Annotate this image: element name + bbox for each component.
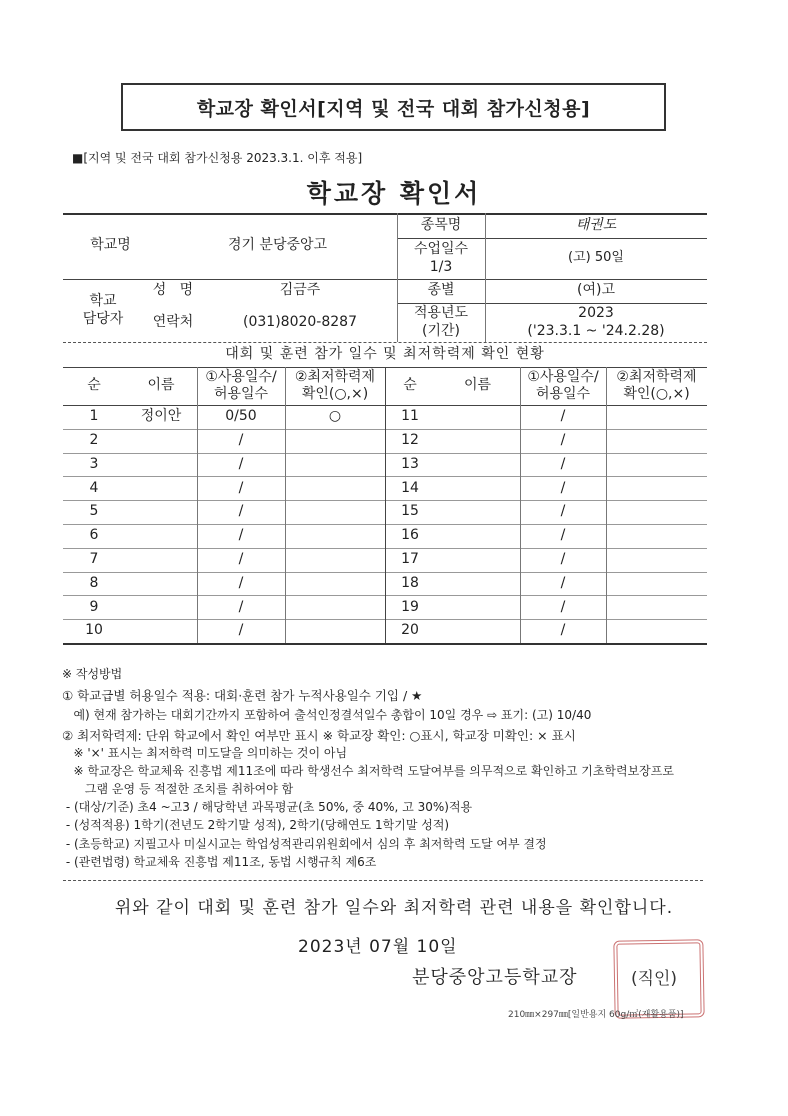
table-cell-min <box>606 595 707 619</box>
instruction-line: ※ 학교장은 학교체육 진흥법 제11조에 따라 학생선수 최저학력 도달여부를 의무적으로 확인하고 기초학력보장프로 <box>62 764 674 778</box>
header-min-right <box>606 367 707 405</box>
table-divider <box>606 367 607 643</box>
table-cell-num: 7 <box>89 550 99 567</box>
header-title: 학교장 확인서[지역 및 전국 대회 참가신청용] <box>196 97 591 120</box>
table-cell-num: 12 <box>401 431 419 448</box>
confirmation-statement: 위와 같이 대회 및 훈련 참가 일수와 최저학력 관련 내용을 확인합니다. <box>114 898 674 918</box>
header-days-line2: 허용일수 <box>535 386 591 402</box>
table-cell-name <box>125 453 197 477</box>
staff-label-1: 학교 <box>89 293 117 309</box>
table-cell-num: 20 <box>401 622 419 639</box>
header-min-line2: 확인(○,×) <box>623 386 690 402</box>
separator <box>63 880 703 881</box>
table-divider <box>385 367 386 643</box>
applicable-note: ■[지역 및 전국 대회 참가신청용 2023.3.1. 이후 적용] <box>72 151 363 165</box>
name-value: 김금주 <box>279 282 321 299</box>
table-cell-min <box>285 524 385 548</box>
issue-date: 2023년 07월 10일 <box>298 937 458 957</box>
gender-value: (여)고 <box>577 282 615 299</box>
table-cell-name: 정이안 <box>140 408 182 425</box>
table-cell-name <box>435 476 520 500</box>
contact-value: (031)8020-8287 <box>243 313 357 330</box>
table-cell-num: 14 <box>401 479 419 496</box>
table-cell-name <box>125 548 197 572</box>
header-title-box <box>121 83 666 131</box>
header-num-right: 순 <box>403 377 417 394</box>
year-value-1: 2023 <box>578 305 614 321</box>
table-cell-days: / <box>238 479 244 496</box>
name-label: 성 명 <box>152 282 194 299</box>
header-num-left: 순 <box>87 377 101 394</box>
table-cell-days: / <box>238 598 244 615</box>
table-cell-min <box>606 619 707 643</box>
instruction-line: ② 최저학력제: 단위 학교에서 확인 여부만 표시 ※ 학교장 확인: ○표시, 학교장 미확인: × 표시 <box>62 728 576 743</box>
table-cell-days: / <box>560 479 566 496</box>
table-cell-days: / <box>560 503 566 520</box>
table-cell-days: / <box>238 574 244 591</box>
school-name: 경기 분당중앙고 <box>227 237 328 254</box>
days-label-cell <box>397 238 485 279</box>
school-principal: 분당중앙고등학교장 <box>412 967 578 988</box>
table-cell-name <box>125 572 197 596</box>
table-cell-min <box>606 572 707 596</box>
table-cell-num: 6 <box>89 527 99 544</box>
table-cell-days: / <box>238 527 244 544</box>
table-cell-days: / <box>238 550 244 567</box>
instruction-line: - (성적적용) 1학기(전년도 2학기말 성적), 2학기(당해연도 1학기말 성적) <box>62 818 450 832</box>
document-title: 학교장 확인서 <box>306 179 482 208</box>
table-cell-num: 15 <box>401 503 419 520</box>
table-cell-name <box>435 429 520 453</box>
instruction-line: 그램 운영 등 적절한 조치를 취하여야 함 <box>62 782 294 796</box>
table-cell-num: 8 <box>89 574 99 591</box>
table-cell-num: 10 <box>85 622 103 639</box>
table-cell-name <box>125 476 197 500</box>
instruction-line: ※ 작성방법 <box>62 667 123 681</box>
table-cell-days: / <box>560 598 566 615</box>
table-cell-min <box>285 595 385 619</box>
days-label-fraction: 1/3 <box>429 258 453 275</box>
table-cell-days: / <box>560 408 566 425</box>
year-label-cell <box>397 303 485 342</box>
table-cell-name <box>435 595 520 619</box>
table-cell-name <box>435 548 520 572</box>
event-value: 태권도 <box>575 216 617 233</box>
table-cell-name <box>125 500 197 524</box>
table-cell-name <box>125 429 197 453</box>
table-cell-min: ○ <box>328 408 342 425</box>
header-days-line2: 허용일수 <box>213 386 269 402</box>
header-days-line1: ①사용일수/ <box>205 368 277 385</box>
table-cell-name <box>435 572 520 596</box>
table-cell-min <box>285 572 385 596</box>
instruction-line: 예) 현재 참가하는 대회기간까지 포함하여 출석인정결석일수 총합이 10일 경우 ⇨ 표기: (고) 10/40 <box>62 708 592 722</box>
table-cell-min <box>606 405 707 429</box>
table-cell-num: 17 <box>401 550 419 567</box>
table-cell-min <box>606 548 707 572</box>
table-cell-name <box>125 619 197 643</box>
table-cell-num: 5 <box>89 503 99 520</box>
table-cell-name <box>435 619 520 643</box>
days-label: 수업일수 <box>413 241 469 257</box>
table-cell-days: / <box>560 622 566 639</box>
table-cell-num: 11 <box>401 408 419 425</box>
contact-label: 연락처 <box>152 313 194 330</box>
school-label: 학교명 <box>90 237 131 254</box>
table-cell-name <box>435 405 520 429</box>
instruction-line: - (초등학교) 지필고사 미실시교는 학업성적관리위원회에서 심의 후 최저학력 도달 여부 결정 <box>62 837 547 851</box>
table-divider <box>520 367 521 643</box>
table-cell-num: 4 <box>89 479 99 496</box>
instruction-line: ① 학교급별 허용일수 적용: 대회·훈련 참가 누적사용일수 기입 / ★ <box>62 688 423 703</box>
staff-label-cell <box>63 279 143 342</box>
header-name-right: 이름 <box>463 377 492 394</box>
table-cell-min <box>606 500 707 524</box>
header-name-left: 이름 <box>147 377 175 394</box>
table-cell-name <box>125 524 197 548</box>
table-divider <box>197 367 198 643</box>
table-cell-num: 1 <box>89 408 99 425</box>
table-title: 대회 및 훈련 참가 일수 및 최저학력제 확인 현황 <box>225 346 545 363</box>
table-cell-days: / <box>560 527 566 544</box>
header-days-right <box>520 367 606 405</box>
table-cell-num: 13 <box>401 455 419 472</box>
header-days-line1: ①사용일수/ <box>527 368 599 385</box>
table-cell-days: / <box>560 455 566 472</box>
instruction-line: - (대상/기준) 초4 ~고3 / 해당학년 과목평균(초 50%, 중 40%, 고 30%)적용 <box>62 800 473 814</box>
instruction-line: - (관련법령) 학교체육 진흥법 제11조, 동법 시행규칙 제6조 <box>62 855 377 869</box>
table-cell-min <box>285 619 385 643</box>
table-cell-num: 16 <box>401 527 419 544</box>
table-bottom-border <box>63 643 707 645</box>
table-cell-min <box>285 476 385 500</box>
table-cell-days: / <box>560 574 566 591</box>
header-min-line1: ②최저학력제 <box>294 368 376 385</box>
paper-spec-footnote: 210㎜×297㎜[일반용지 60g/㎡(재활용품)] <box>508 1010 684 1020</box>
header-min-line2: 확인(○,×) <box>301 386 369 402</box>
table-cell-days: / <box>560 550 566 567</box>
event-label: 종목명 <box>420 216 462 233</box>
table-cell-num: 9 <box>89 598 99 615</box>
seal-label: (직인) <box>630 969 678 989</box>
table-cell-num: 19 <box>401 598 419 615</box>
staff-label-2: 담당자 <box>82 310 124 327</box>
instruction-line: ※ '×' 표시는 최저학력 미도달을 의미하는 것이 아님 <box>62 746 348 760</box>
year-value-2: ('23.3.1 ~ '24.2.28) <box>527 322 665 339</box>
table-cell-min <box>606 453 707 477</box>
table-cell-num: 18 <box>401 574 419 591</box>
table-cell-days: / <box>238 431 244 448</box>
table-cell-num: 3 <box>89 455 99 472</box>
table-cell-days: 0/50 <box>225 408 257 425</box>
table-cell-days: / <box>238 622 244 639</box>
table-cell-min <box>606 524 707 548</box>
table-cell-name <box>435 500 520 524</box>
gender-label: 종별 <box>427 282 455 299</box>
table-cell-days: / <box>560 431 566 448</box>
year-value-cell <box>485 303 707 342</box>
table-cell-num: 2 <box>89 431 99 448</box>
header-min-line1: ②최저학력제 <box>616 368 697 385</box>
header-days-left <box>197 367 285 405</box>
table-cell-min <box>285 429 385 453</box>
table-cell-name <box>125 595 197 619</box>
table-cell-days: / <box>238 503 244 520</box>
year-label-2: (기간) <box>422 322 460 339</box>
table-cell-name <box>435 524 520 548</box>
table-divider <box>285 367 286 643</box>
year-label-1: 적용년도 <box>413 305 469 321</box>
table-cell-min <box>606 476 707 500</box>
table-cell-days: / <box>238 455 244 472</box>
table-cell-min <box>285 500 385 524</box>
table-cell-min <box>285 548 385 572</box>
table-cell-name <box>435 453 520 477</box>
days-value: (고) 50일 <box>568 250 624 266</box>
table-cell-min <box>285 453 385 477</box>
table-cell-min <box>606 429 707 453</box>
header-min-left <box>285 367 385 405</box>
